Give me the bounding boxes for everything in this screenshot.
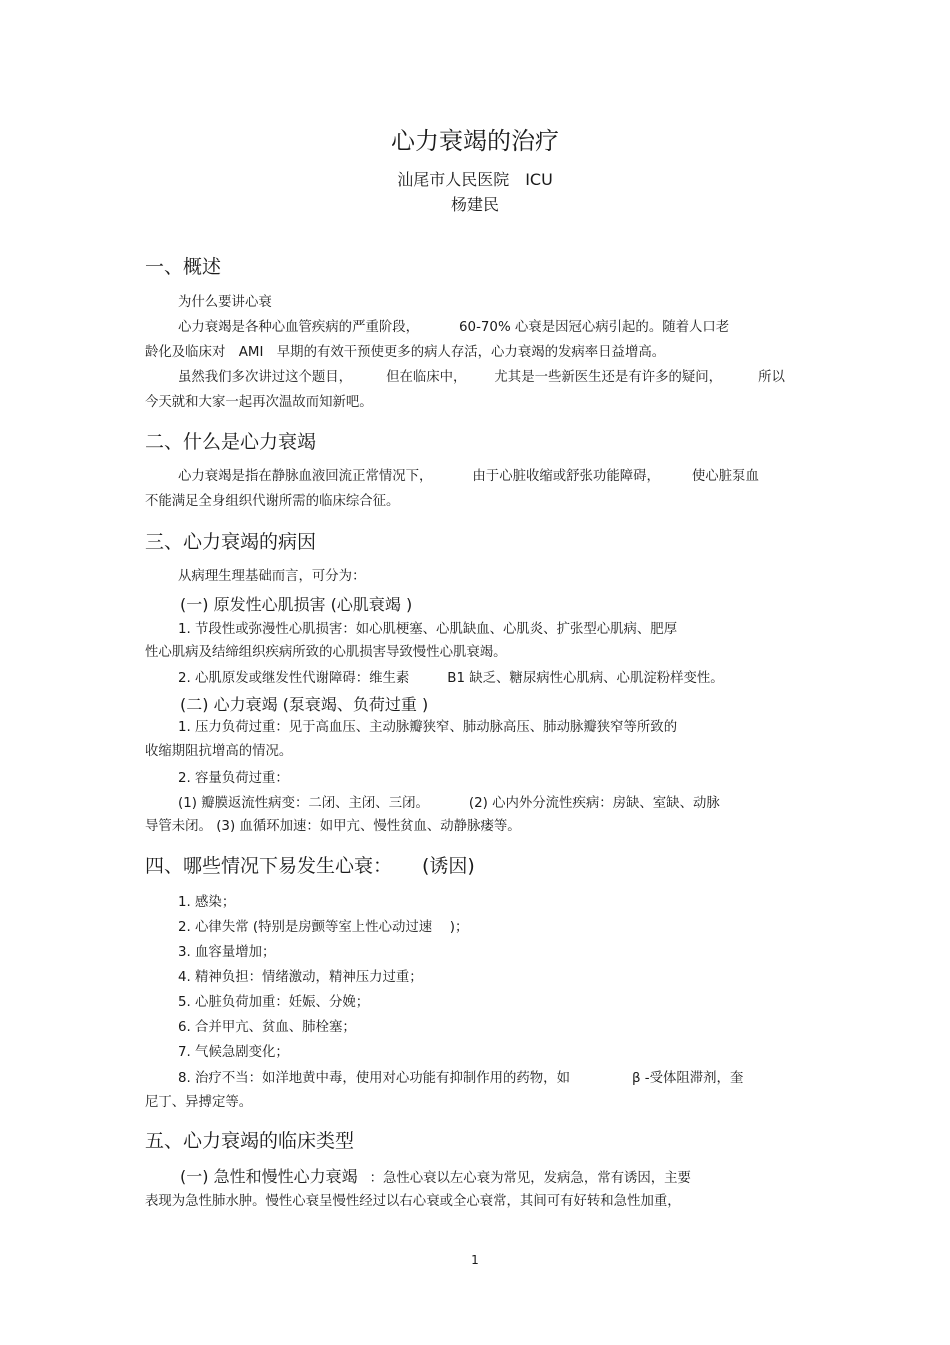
text-run: 2. 心肌原发或继发性代谢障碍：维生素 [178, 671, 410, 686]
paragraph-line [178, 467, 759, 487]
section-heading-triggers [145, 852, 475, 880]
text-run: 虽然我们多次讲过这个题目， [178, 370, 353, 385]
paragraph-line: 性心肌病及结缔组织疾病所致的心肌损害导致慢性心肌衰竭。 [145, 645, 507, 660]
paragraph-line: 1. 节段性或弥漫性心肌损害：如心肌梗塞、心肌缺血、心肌炎、扩张型心肌病、肥厚 [178, 622, 678, 637]
document-title: 心力衰竭的治疗 [391, 127, 559, 155]
text-run: (2) 心内外分流性疾病：房缺、室缺、动脉 [468, 796, 720, 811]
paragraph-line [178, 669, 724, 689]
paragraph-line: 表现为急性肺水肿。慢性心衰呈慢性经过以右心衰或全心衰常，其间可有好转和急性加重， [145, 1194, 681, 1209]
list-item: 4. 精神负担：情绪激动，精神压力过重； [178, 970, 423, 985]
list-item [178, 1069, 743, 1089]
text-run: 所以 [758, 370, 785, 385]
subheading-primary-myocardial-damage: (一) 原发性心肌损害 (心肌衰竭 ) [180, 595, 413, 614]
text-run: B1 缺乏、糖尿病性心肌病、心肌淀粉样变性。 [447, 671, 724, 686]
section-heading-definition: 二、什么是心力衰竭 [145, 431, 317, 453]
text-run: (1) 瓣膜返流性病变：二闭、主闭、三闭。 [178, 796, 429, 811]
text-run: 四、哪些情况下易发生心衰： [145, 855, 393, 877]
text-run: 由于心脏收缩或舒张功能障碍， [472, 469, 660, 484]
text-run: 但在临床中， [386, 370, 467, 385]
text-run: 8. 治疗不当：如洋地黄中毒，使用对心功能有抑制作用的药物，如 [178, 1071, 570, 1086]
subheading-pump-failure: (二) 心力衰竭 (泵衰竭、负荷过重 ) [180, 695, 429, 714]
list-item: 5. 心脏负荷加重：妊娠、分娩； [178, 995, 370, 1010]
text-run: 60-70% 心衰是因冠心病引起的。随着人口老 [459, 320, 730, 335]
paragraph-line: 尼丁、异搏定等。 [145, 1095, 253, 1110]
text-run: β -受体阻滞剂，奎 [631, 1071, 744, 1086]
paragraph-line: 1. 压力负荷过重：见于高血压、主动脉瓣狭窄、肺动脉高压、肺动脉瓣狭窄等所致的 [178, 720, 678, 735]
section-heading-etiology: 三、心力衰竭的病因 [145, 531, 317, 553]
paragraph-line [178, 794, 720, 814]
paragraph-line: 2. 容量负荷过重： [178, 771, 289, 786]
text-run: 急性心衰以左心衰为常见，发病急，常有诱因，主要 [382, 1171, 691, 1186]
text-run: 心力衰竭是各种心血管疾病的严重阶段， [178, 320, 420, 335]
list-item: 6. 合并甲亢、贫血、肺栓塞； [178, 1020, 356, 1035]
text-run: 使心脏泵血 [691, 469, 759, 484]
paragraph-line: 今天就和大家一起再次温故而知新吧。 [145, 395, 373, 410]
page-number: 1 [471, 1253, 479, 1267]
paragraph-line: 龄化及临床对 AMI 早期的有效干预使更多的病人存活，心力衰竭的发病率日益增高。 [145, 345, 666, 360]
text-run: ： [369, 1171, 383, 1186]
section-heading-overview: 一、概述 [145, 256, 222, 278]
subheading-acute-chronic: (一) 急性和慢性心力衰竭 [180, 1167, 358, 1186]
list-item: 2. 心律失常 (特别是房颤等室上性心动过速 )； [178, 920, 469, 935]
paragraph-line: 收缩期阻抗增高的情况。 [145, 744, 293, 759]
affiliation: 汕尾市人民医院 ICU [397, 170, 553, 189]
section-heading-clinical-types: 五、心力衰竭的临床类型 [145, 1130, 355, 1152]
paragraph-line: 不能满足全身组织代谢所需的临床综合征。 [145, 494, 400, 509]
list-item: 7. 气候急剧变化； [178, 1045, 289, 1060]
paragraph-line [178, 318, 729, 338]
paragraph-line: 从病理生理基础而言，可分为： [178, 569, 366, 584]
paragraph-line: 为什么要讲心衰 [178, 295, 272, 310]
list-item: 3. 血容量增加； [178, 945, 276, 960]
text-run: (诱因) [422, 855, 475, 877]
author: 杨建民 [450, 195, 499, 214]
text-run: 尤其是一些新医生还是有许多的疑问， [494, 370, 723, 385]
list-item: 1. 感染； [178, 895, 236, 910]
paragraph-line [178, 368, 785, 388]
text-run: 心力衰竭是指在静脉血液回流正常情况下， [178, 469, 433, 484]
paragraph-line [180, 1167, 691, 1189]
paragraph-line: 导管未闭。 (3) 血循环加速：如甲亢、慢性贫血、动静脉瘘等。 [145, 819, 521, 834]
